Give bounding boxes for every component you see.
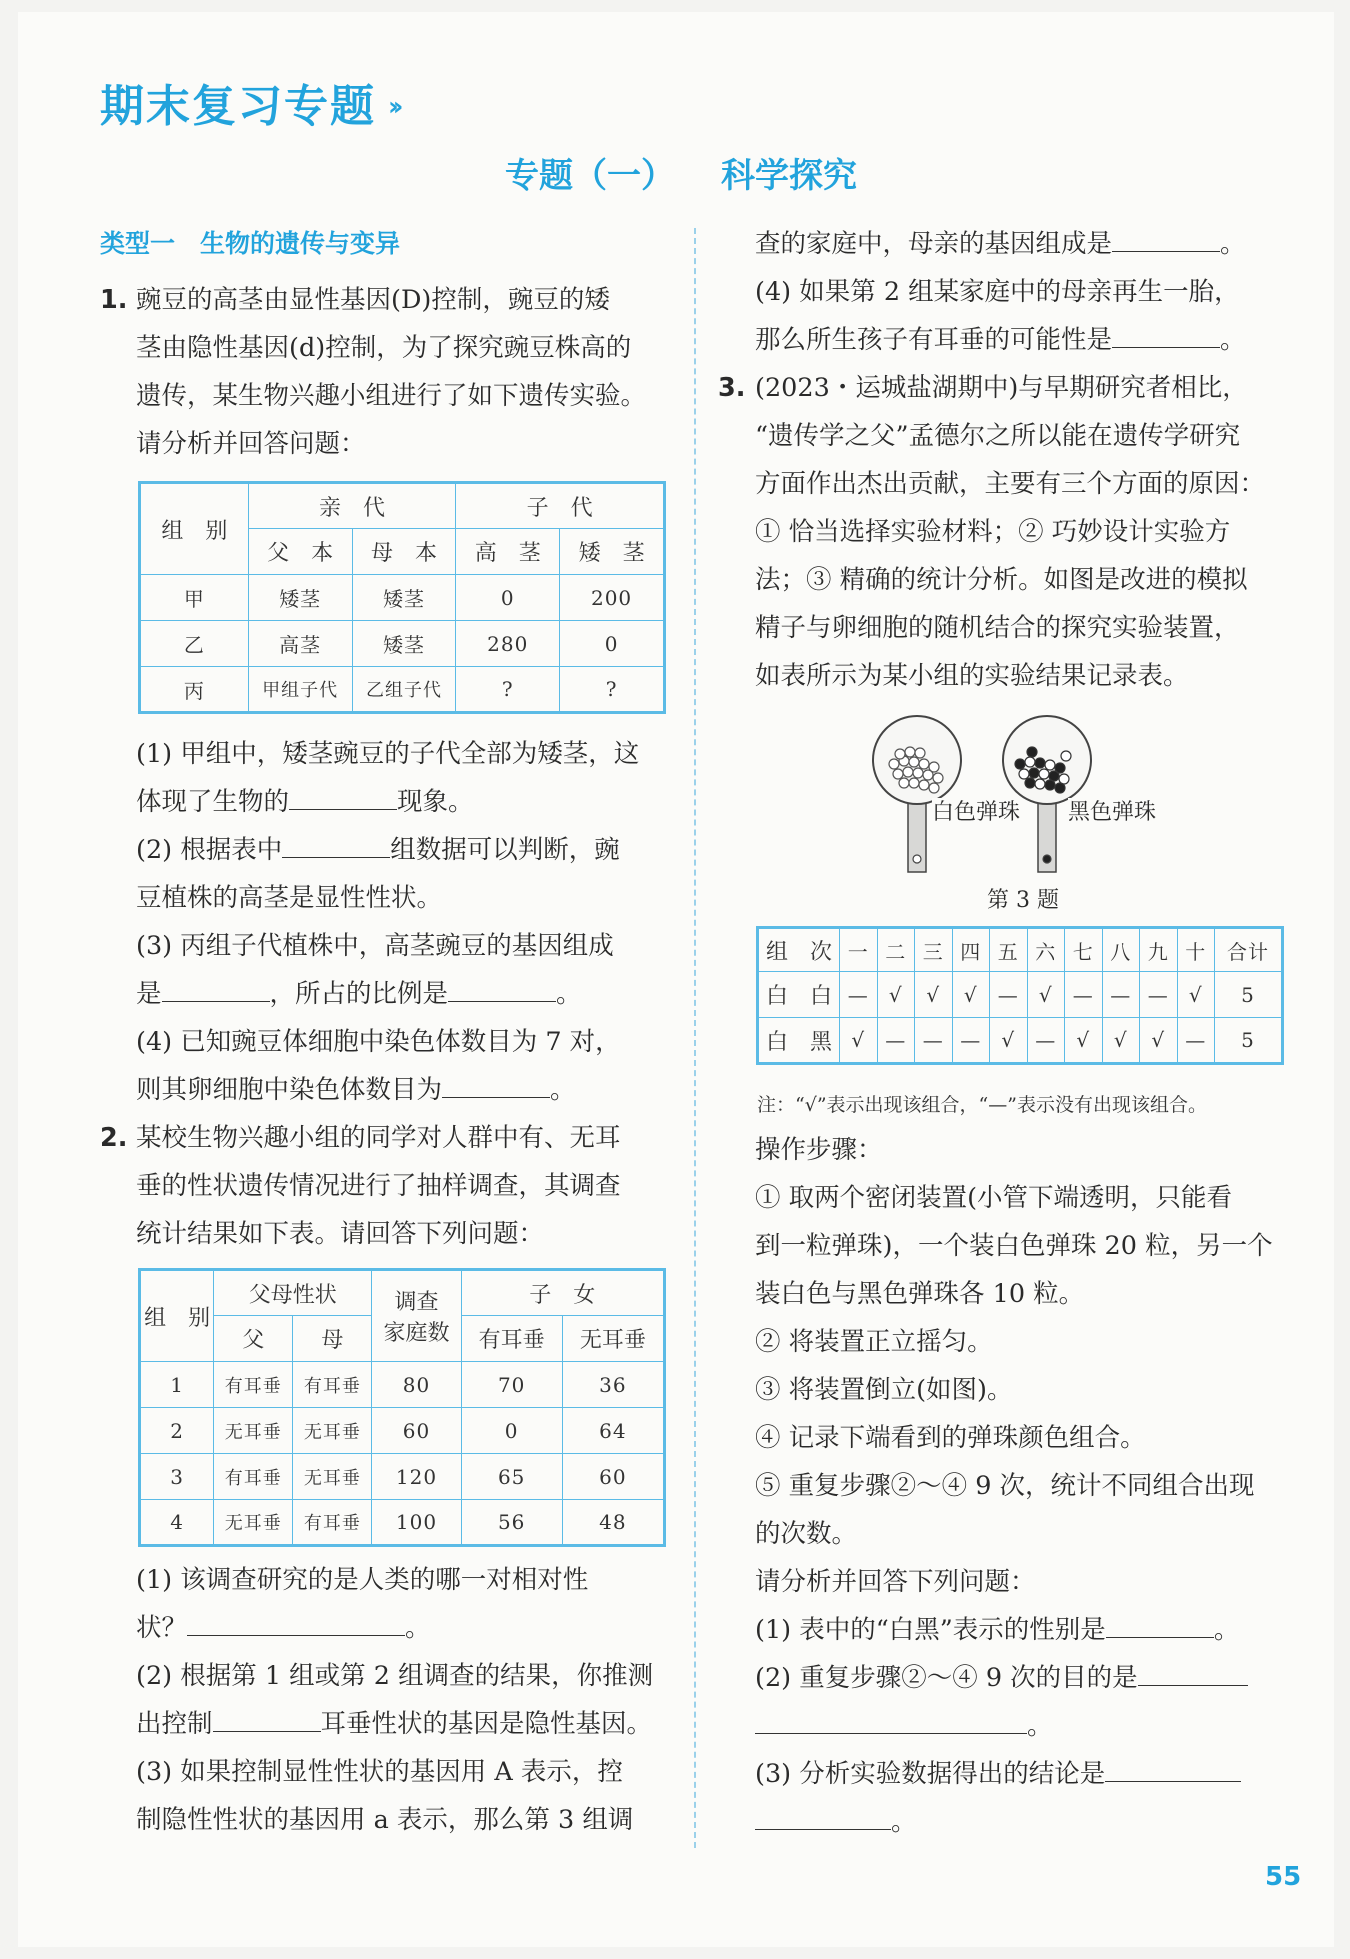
table-cell: √ [1027,972,1065,1018]
table-cell: 0 [560,621,665,667]
table-header: 组 别 [140,483,249,575]
table-header: 七 [1065,928,1103,972]
q1-number: 1. [100,285,128,315]
table-cell: 无耳垂 [293,1408,372,1454]
column-divider [694,228,696,1848]
table-header: 四 [952,928,990,972]
step-line: ⑤ 重复步骤②～④ 9 次，统计不同组合出现 [755,1471,1255,1501]
table-note: 注：“√”表示出现该组合，“—”表示没有出现该组合。 [757,1094,1207,1116]
table-cell: 70 [461,1362,562,1408]
white-marble-device [873,716,961,872]
q2-sub3-line2: 制隐性性状的基因用 a 表示，那么第 3 组调 [136,1805,634,1835]
table-header: 调查 家庭数 [372,1270,461,1362]
answer-blank[interactable] [1106,1609,1214,1638]
white-marble-label: 白色弹珠 [932,798,1020,828]
q2-number: 2. [100,1123,128,1153]
section-title-topic: 专题（一） [505,156,675,196]
table-cell: 100 [372,1500,461,1546]
step-line: ③ 将装置倒立(如图)。 [755,1375,1013,1405]
table-cell: — [915,1018,953,1064]
table-row [758,1018,1283,1064]
table-row [140,1500,665,1546]
table-cell: 有耳垂 [293,1500,372,1546]
table-row [140,621,665,667]
q2-sub3-line3: 查的家庭中，母亲的基因组成是 。 [755,220,1246,268]
table-header: 十 [1177,928,1215,972]
q1-sub1-line1: (1) 甲组中，矮茎豌豆的子代全部为矮茎，这 [136,739,640,769]
q2-sub1-line2: 状？ 。 [136,1604,431,1652]
table-row-label: 白 黑 [758,1018,840,1064]
q1-sub3-line2: 是 ，所占的比例是 。 [136,970,582,1018]
table-cell: — [877,1018,915,1064]
table-cell: 乙组子代 [352,667,456,713]
q2-sub2-line2: 出控制 耳垂性状的基因是隐性基因。 [136,1700,652,1748]
step-line: 操作步骤： [755,1135,883,1165]
q1-table [138,481,666,714]
table-cell: — [952,1018,990,1064]
table-header: 一 [840,928,878,972]
q1-sub4-line1: (4) 已知豌豆体细胞中染色体数目为 7 对， [136,1027,621,1057]
type-heading: 类型一 生物的遗传与变异 [100,229,401,258]
answer-blank[interactable] [1105,1753,1241,1782]
q2-sub1-line1: (1) 该调查研究的是人类的哪一对相对性 [136,1565,589,1595]
table-cell: — [990,972,1028,1018]
step-line: 请分析并回答下列问题： [755,1567,1036,1597]
marble-device-figure [860,712,1180,877]
q1-sub1-line2: 体现了生物的 现象。 [136,778,474,826]
table-cell: √ [1065,1018,1103,1064]
table-cell: 60 [562,1454,664,1500]
q1-line-2: 茎由隐性基因(d)控制，为了探究豌豆株高的 [136,333,632,363]
table-header: 组 别 [140,1270,214,1362]
table-cell: 48 [562,1500,664,1546]
table-cell: √ [840,1018,878,1064]
table-header: 父母性状 [214,1270,372,1316]
table-cell: √ [877,972,915,1018]
table-cell: 4 [140,1500,214,1546]
step-line: ② 将装置正立摇匀。 [755,1327,993,1357]
q2-sub2-line1: (2) 根据第 1 组或第 2 组调查的结果，你推测 [136,1661,654,1691]
q1-sub4-line2: 则其卵细胞中染色体数目为 。 [136,1066,576,1114]
answer-blank[interactable] [442,1069,550,1098]
answer-blank[interactable] [289,781,397,810]
table-cell: 64 [562,1408,664,1454]
answer-blank[interactable] [755,1801,891,1830]
table-cell: 5 [1215,1018,1283,1064]
table-header: 子 代 [456,483,665,529]
table-cell: — [1065,972,1103,1018]
table-header: 九 [1140,928,1178,972]
table-cell: √ [1102,1018,1140,1064]
table-header: 母 本 [352,529,456,575]
table-header: 父 本 [248,529,352,575]
q2-line-1: 某校生物兴趣小组的同学对人群中有、无耳 [136,1123,621,1153]
table-cell: 0 [456,575,560,621]
step-line: ① 取两个密闭装置(小管下端透明，只能看 [755,1183,1233,1213]
table-cell: ? [560,667,665,713]
table-cell: 65 [461,1454,562,1500]
table-cell: 无耳垂 [214,1500,293,1546]
table-header: 亲 代 [248,483,456,529]
table-cell: 56 [461,1500,562,1546]
table-header: 有耳垂 [461,1316,562,1362]
answer-blank[interactable] [448,973,556,1002]
table-cell: ? [456,667,560,713]
figure-caption: 第 3 题 [987,888,1059,913]
table-header: 母 [293,1316,372,1362]
table-cell: 矮茎 [248,575,352,621]
table-header: 组 次 [758,928,840,972]
q1-line-3: 遗传，某生物兴趣小组进行了如下遗传实验。 [136,381,647,411]
q2-line-2: 垂的性状遗传情况进行了抽样调查，其调查 [136,1171,621,1201]
chapter-header: 期末复习专题 [100,81,376,132]
table-cell: 无耳垂 [214,1408,293,1454]
table-header: 三 [915,928,953,972]
table-cell: √ [915,972,953,1018]
table-header: 矮 茎 [560,529,665,575]
table-header: 高 茎 [456,529,560,575]
table-cell: 3 [140,1454,214,1500]
q2-sub4-line1: (4) 如果第 2 组某家庭中的母亲再生一胎， [755,277,1240,307]
table-row [140,667,665,713]
table-header: 六 [1027,928,1065,972]
table-cell: — [1177,1018,1215,1064]
q3-sub1: (1) 表中的“白黑”表示的性别是 。 [755,1606,1239,1654]
table-cell: 80 [372,1362,461,1408]
table-cell: 5 [1215,972,1283,1018]
q1-sub3-line1: (3) 丙组子代植株中，高茎豌豆的基因组成 [136,931,614,961]
table-cell: 无耳垂 [293,1454,372,1500]
table-row [140,575,665,621]
q3-line-2: “遗传学之父”孟德尔之所以能在遗传学研究 [755,421,1241,451]
table-cell: 0 [461,1408,562,1454]
table-cell: 矮茎 [352,575,456,621]
table-cell: 丙 [140,667,249,713]
answer-blank[interactable] [755,1705,1027,1734]
section-title-name: 科学探究 [721,156,857,196]
table-row [140,1454,665,1500]
q3-sub2-line2: 。 [755,1702,1053,1750]
answer-blank[interactable] [282,829,390,858]
table-cell: 2 [140,1408,214,1454]
table-row-label: 白 白 [758,972,840,1018]
table-header: 八 [1102,928,1140,972]
table-cell: — [840,972,878,1018]
table-cell: 1 [140,1362,214,1408]
q1-line-1: 豌豆的高茎由显性基因(D)控制，豌豆的矮 [136,285,610,315]
step-line: 到一粒弹珠)，一个装白色弹珠 20 粒，另一个 [755,1231,1273,1261]
section-title [505,148,857,197]
table-row [140,1362,665,1408]
page-number: 55 [1265,1862,1302,1892]
table-cell: — [1102,972,1140,1018]
table-header: 子 女 [461,1270,664,1316]
table-cell: 甲 [140,575,249,621]
table-cell: — [1140,972,1178,1018]
table-cell: 乙 [140,621,249,667]
table-header: 二 [877,928,915,972]
table-cell: 200 [560,575,665,621]
answer-blank[interactable] [213,1703,321,1732]
q3-sub3-line1: (3) 分析实验数据得出的结论是 [755,1750,1241,1798]
black-marble-device [1003,716,1091,872]
table-header: 五 [990,928,1028,972]
q3-line-6: 精子与卵细胞的随机结合的探究实验装置， [755,613,1240,643]
table-cell: √ [952,972,990,1018]
step-line: 装白色与黑色弹珠各 10 粒。 [755,1279,1085,1309]
answer-blank[interactable] [1112,319,1220,348]
q3-sub3-line2: 。 [755,1798,917,1846]
answer-blank[interactable] [1138,1657,1248,1686]
table-cell: 有耳垂 [214,1454,293,1500]
q2-sub4-line2: 那么所生孩子有耳垂的可能性是 。 [755,316,1246,364]
black-marble-label: 黑色弹珠 [1068,798,1156,828]
q1-sub2-line1: (2) 根据表中 组数据可以判断，豌 [136,826,620,874]
table-row [140,1408,665,1454]
answer-blank[interactable] [162,973,270,1002]
table-cell: 有耳垂 [214,1362,293,1408]
answer-blank[interactable] [1112,223,1220,252]
q3-sub2-line1: (2) 重复步骤②～④ 9 次的目的是 [755,1654,1248,1702]
q3-line-4: ① 恰当选择实验材料；② 巧妙设计实验方 [755,517,1231,547]
header-arrows-icon: ›› [388,92,398,122]
q3-line-7: 如表所示为某小组的实验结果记录表。 [755,661,1189,691]
q2-table [138,1268,666,1547]
q3-table [756,926,1284,1065]
table-header: 合计 [1215,928,1283,972]
q3-number: 3. [718,373,746,403]
q2-line-3: 统计结果如下表。请回答下列问题： [136,1219,545,1249]
step-line: 的次数。 [755,1519,858,1549]
table-cell: 高茎 [248,621,352,667]
q2-sub3-line1: (3) 如果控制显性性状的基因用 A 表示，控 [136,1757,623,1787]
table-header: 父 [214,1316,293,1362]
table-cell: √ [990,1018,1028,1064]
q1-line-4: 请分析并回答问题： [136,429,366,459]
answer-blank[interactable] [187,1607,405,1636]
table-cell: √ [1140,1018,1178,1064]
table-cell: 120 [372,1454,461,1500]
q3-line-3: 方面作出杰出贡献，主要有三个方面的原因： [755,469,1266,499]
table-cell: 280 [456,621,560,667]
table-cell: √ [1177,972,1215,1018]
table-cell: — [1027,1018,1065,1064]
table-cell: 甲组子代 [248,667,352,713]
table-cell: 60 [372,1408,461,1454]
step-line: ④ 记录下端看到的弹珠颜色组合。 [755,1423,1146,1453]
table-row [758,972,1283,1018]
table-cell: 有耳垂 [293,1362,372,1408]
table-cell: 矮茎 [352,621,456,667]
table-header: 无耳垂 [562,1316,664,1362]
table-cell: 36 [562,1362,664,1408]
q3-line-5: 法；③ 精确的统计分析。如图是改进的模拟 [755,565,1248,595]
q1-sub2-line2: 豆植株的高茎是显性性状。 [136,883,443,913]
q3-line-1: (2023・运城盐湖期中)与早期研究者相比， [755,373,1248,403]
